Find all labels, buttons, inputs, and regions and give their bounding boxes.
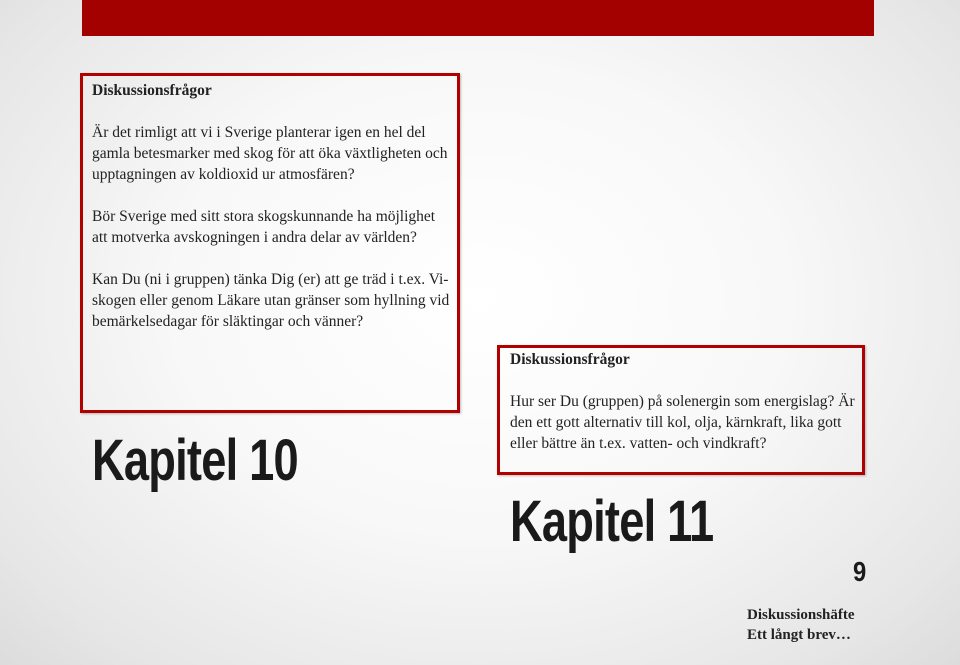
header-bar: [82, 0, 874, 36]
page-number: 9: [853, 556, 867, 587]
discussion-question-1: Är det rimligt att vi i Sverige planterar igen en hel del gamla betesmarker med skog för att öka växtligheten och upptagningen av koldioxid ur atmosfären?: [92, 124, 448, 183]
discussion-question-1: Hur ser Du (gruppen) på solenergin som energislag? Är den ett gott alternativ till kol, olja, kärnkraft, lika gott eller bättre än t.ex. vatten- och vindkraft?: [510, 393, 855, 452]
chapter-10-title: Kapitel 10: [92, 428, 298, 493]
discussion-question-3: Kan Du (ni i gruppen) tänka Dig (er) att ge träd i t.ex. Vi-skogen eller genom Läkare utan gränser som hyllning vid bemärkelsedagar för släktingar och vänner?: [92, 271, 450, 330]
discussion-text-chapter-10: [92, 80, 454, 332]
discussion-heading: Diskussionsfrågor: [510, 351, 630, 368]
discussion-heading: Diskussionsfrågor: [92, 82, 212, 99]
footer-subtitle: Ett långt brev…: [747, 627, 851, 643]
footer: [747, 605, 855, 645]
discussion-question-2: Bör Sverige med sitt stora skogskunnande ha möjlighet att motverka avskogningen i andra delar av världen?: [92, 208, 436, 246]
footer-title: Diskussionshäfte: [747, 607, 855, 623]
chapter-11-title: Kapitel 11: [510, 489, 714, 554]
discussion-text-chapter-11: [510, 349, 860, 454]
